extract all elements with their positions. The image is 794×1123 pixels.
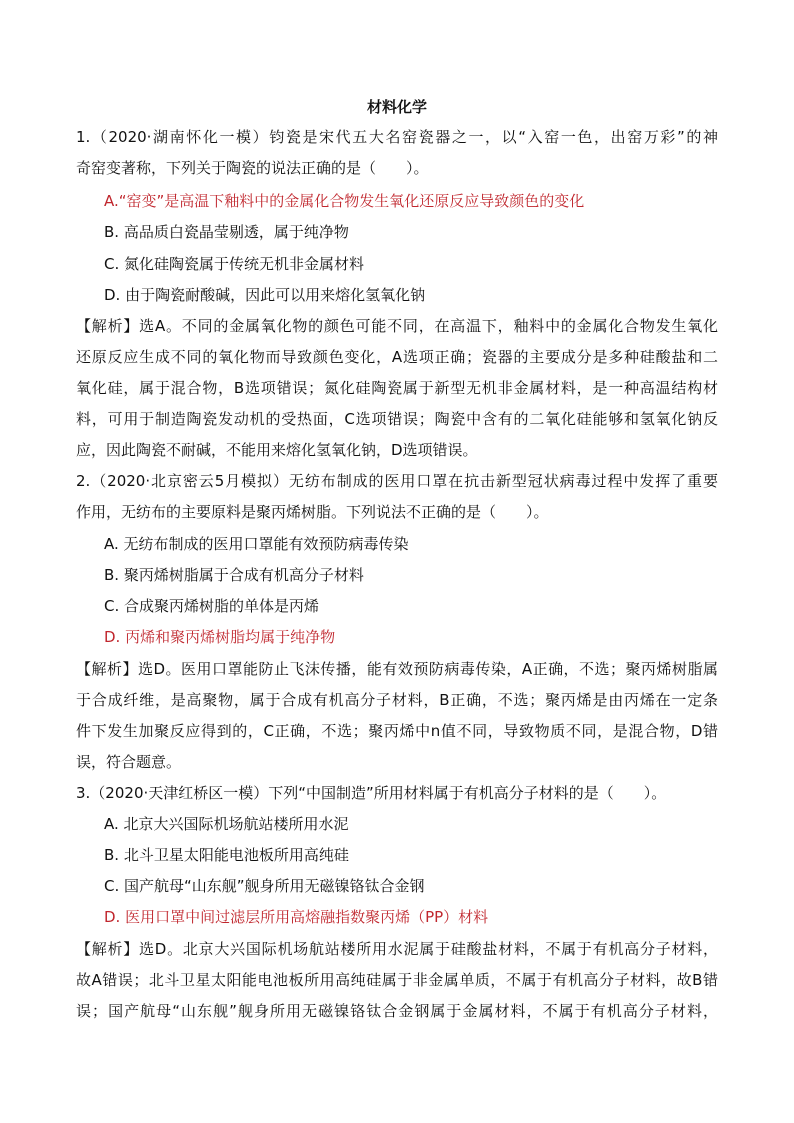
q1-option-d: D. 由于陶瓷耐酸碱，因此可以用来熔化氢氧化钠 bbox=[104, 286, 426, 304]
q3-analysis-line-1: 【解析】选D。北京大兴国际机场航站楼所用水泥属于硅酸盐材料，不属于有机高分子材料， bbox=[76, 940, 718, 958]
q1-option-b: B. 高品质白瓷晶莹剔透，属于纯净物 bbox=[104, 223, 349, 241]
page-title: 材料化学 bbox=[366, 98, 427, 116]
q1-analysis-line-4: 料，可用于制造陶瓷发动机的受热面，C选项错误；陶瓷中含有的二氧化硅能够和氢氧化钠反 bbox=[76, 410, 718, 428]
q1-stem-line-1: 1.（2020·湖南怀化一模）钧瓷是宋代五大名窑瓷器之一，以“入窑一色，出窑万彩”的神 bbox=[76, 128, 718, 146]
q1-analysis-line-3: 氧化硅，属于混合物，B选项错误；氮化硅陶瓷属于新型无机非金属材料，是一种高温结构材 bbox=[76, 379, 718, 397]
q2-option-b: B. 聚丙烯树脂属于合成有机高分子材料 bbox=[104, 566, 364, 584]
q3-analysis-line-3: 误；国产航母“山东舰”舰身所用无磁镍铬钛合金钢属于金属材料，不属于有机高分子材料， bbox=[76, 1002, 718, 1020]
q3-option-a: A. 北京大兴国际机场航站楼所用水泥 bbox=[104, 815, 349, 833]
q3-stem-line-1: 3.（2020·天津红桥区一模）下列“中国制造”所用材料属于有机高分子材料的是（ ）。 bbox=[76, 784, 667, 802]
q1-option-a-answer: A.“窑变”是高温下釉料中的金属化合物发生氧化还原反应导致颜色的变化 bbox=[104, 192, 585, 210]
q1-option-c: C. 氮化硅陶瓷属于传统无机非金属材料 bbox=[104, 255, 365, 273]
q1-analysis-line-2: 还原反应生成不同的氧化物而导致颜色变化，A选项正确；瓷器的主要成分是多种硅酸盐和二 bbox=[76, 348, 718, 366]
q2-analysis-line-2: 于合成纤维，是高聚物，属于合成有机高分子材料，B正确，不选；聚丙烯是由丙烯在一定条 bbox=[76, 691, 718, 709]
q2-option-d-answer: D. 丙烯和聚丙烯树脂均属于纯净物 bbox=[104, 628, 336, 646]
q3-option-b: B. 北斗卫星太阳能电池板所用高纯硅 bbox=[104, 846, 349, 864]
q2-stem-line-2: 作用，无纺布的主要原料是聚丙烯树脂。下列说法不正确的是（ ）。 bbox=[76, 503, 549, 521]
q2-stem-line-1: 2.（2020·北京密云5月模拟）无纺布制成的医用口罩在抗击新型冠状病毒过程中发挥了重要 bbox=[76, 472, 718, 490]
q2-analysis-line-3: 件下发生加聚反应得到的，C正确，不选；聚丙烯中n值不同，导致物质不同，是混合物，D错 bbox=[76, 722, 718, 740]
q1-analysis-line-1: 【解析】选A。不同的金属氧化物的颜色可能不同，在高温下，釉料中的金属化合物发生氧化 bbox=[76, 317, 718, 335]
q2-option-a: A. 无纺布制成的医用口罩能有效预防病毒传染 bbox=[104, 535, 409, 553]
q3-analysis-line-2: 故A错误；北斗卫星太阳能电池板所用高纯硅属于非金属单质，不属于有机高分子材料，故B错 bbox=[76, 971, 718, 989]
q2-analysis-line-1: 【解析】选D。医用口罩能防止飞沫传播，能有效预防病毒传染，A正确，不选；聚丙烯树脂属 bbox=[76, 660, 718, 678]
q2-analysis-line-4: 误，符合题意。 bbox=[76, 753, 182, 771]
q1-stem-line-2: 奇窑变著称，下列关于陶瓷的说法正确的是（ ）。 bbox=[76, 159, 429, 177]
q1-analysis-line-5: 应，因此陶瓷不耐碱，不能用来熔化氢氧化钠，D选项错误。 bbox=[76, 441, 478, 459]
q2-option-c: C. 合成聚丙烯树脂的单体是丙烯 bbox=[104, 597, 320, 615]
q3-option-d-answer: D. 医用口罩中间过滤层所用高熔融指数聚丙烯（PP）材料 bbox=[104, 908, 489, 926]
q3-option-c: C. 国产航母“山东舰”舰身所用无磁镍铬钛合金钢 bbox=[104, 877, 425, 895]
